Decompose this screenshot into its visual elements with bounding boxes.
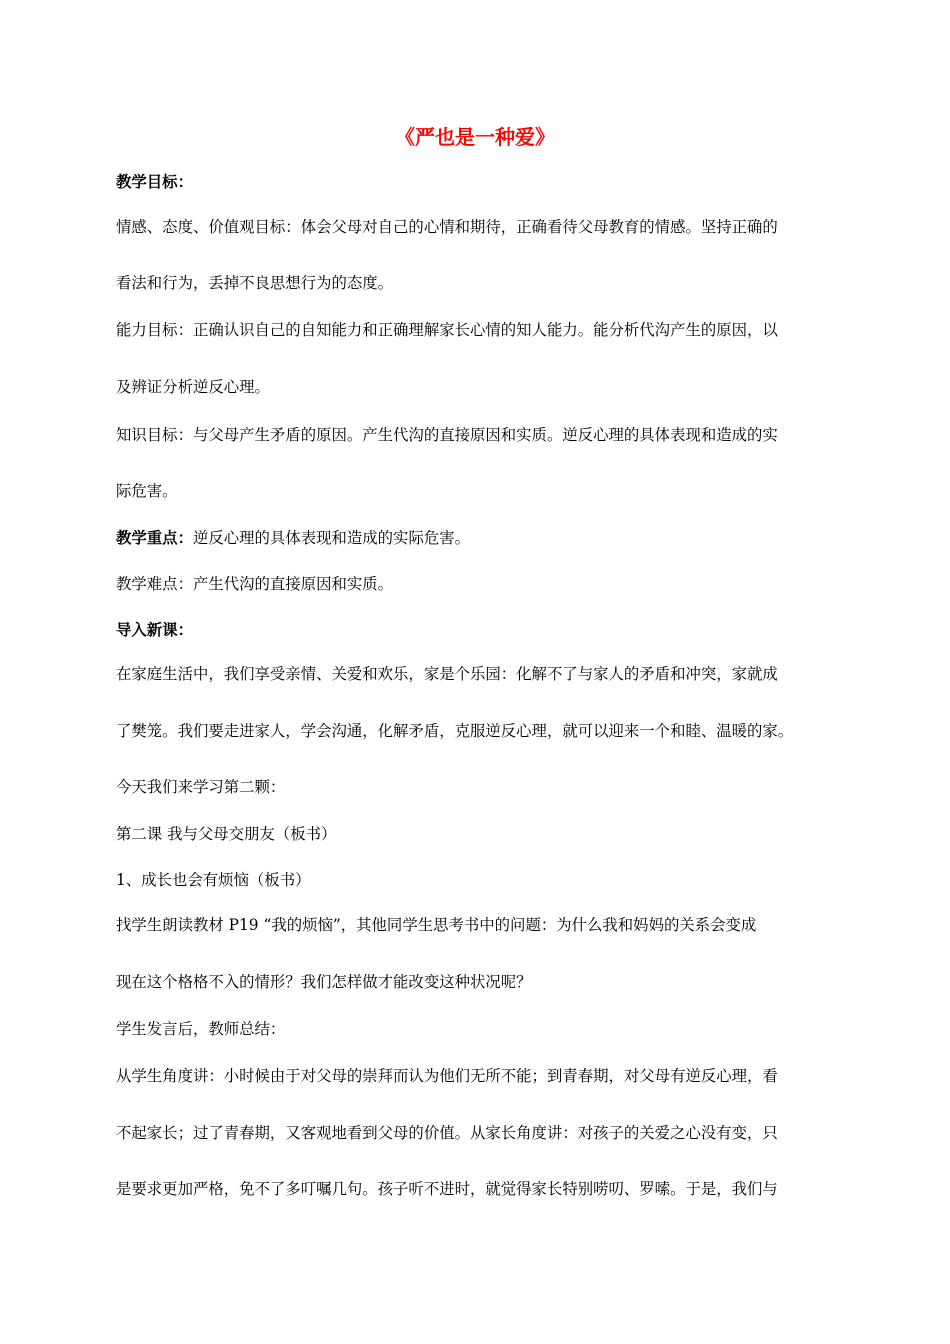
knowledge-goal-line-1: 知识目标：与父母产生矛盾的原因。产生代沟的直接原因和实质。逆反心理的具体表现和造成的实 [116,426,778,444]
ability-goal-line-2: 及辨证分析逆反心理。 [116,378,270,396]
difficulty-paragraph: 教学难点：产生代沟的直接原因和实质。 [116,575,394,593]
intro-heading: 导入新课： [116,621,193,639]
key-point-paragraph [116,527,851,549]
reading-line-2: 现在这个格格不入的情形？我们怎样做才能改变这种状况呢？ [116,973,532,991]
document-title: 《严也是一种爱》 [395,125,555,149]
intro-line-1: 在家庭生活中，我们享受亲情、关爱和欢乐，家是个乐园：化解不了与家人的矛盾和冲突，家就成 [116,665,778,683]
emotion-goal-line-2: 看法和行为，丢掉不良思想行为的态度。 [116,274,394,292]
today-line: 今天我们来学习第二颗： [116,778,286,796]
section-1-line: 1、成长也会有烦恼（板书） [116,871,311,889]
key-point-text: 逆反心理的具体表现和造成的实际危害。 [192,529,471,547]
summary-line-1: 从学生角度讲：小时候由于对父母的崇拜而认为他们无所不能；到青春期，对父母有逆反心理，看 [116,1067,778,1085]
knowledge-goal-line-2: 际危害。 [116,482,178,500]
summary-line-2: 不起家长；过了青春期，又客观地看到父母的价值。从家长角度讲：对孩子的关爱之心没有变，只 [116,1124,778,1142]
ability-goal-line-1: 能力目标：正确认识自己的自知能力和正确理解家长心情的知人能力。能分析代沟产生的原因，以 [116,321,778,339]
teaching-goals-heading: 教学目标： [116,173,193,191]
summary-line-3: 是要求更加严格，免不了多叮嘱几句。孩子听不进时，就觉得家长特别唠叨、罗嗦。于是，我们与 [116,1180,778,1198]
intro-line-2: 了樊笼。我们要走进家人，学会沟通，化解矛盾，克服逆反心理，就可以迎来一个和睦、温暖的家。 [116,722,794,740]
lesson-title-line: 第二课 我与父母交朋友（板书） [116,825,337,843]
reading-line-1: 找学生朗读教材 P19 “我的烦恼”，其他同学生思考书中的问题：为什么我和妈妈的关系会变成 [116,916,757,934]
emotion-goal-line-1: 情感、态度、价值观目标：体会父母对自己的心情和期待，正确看待父母教育的情感。坚持正确的 [116,218,778,236]
student-speech-line: 学生发言后，教师总结： [116,1020,286,1038]
key-point-label: 教学重点： [116,529,193,547]
